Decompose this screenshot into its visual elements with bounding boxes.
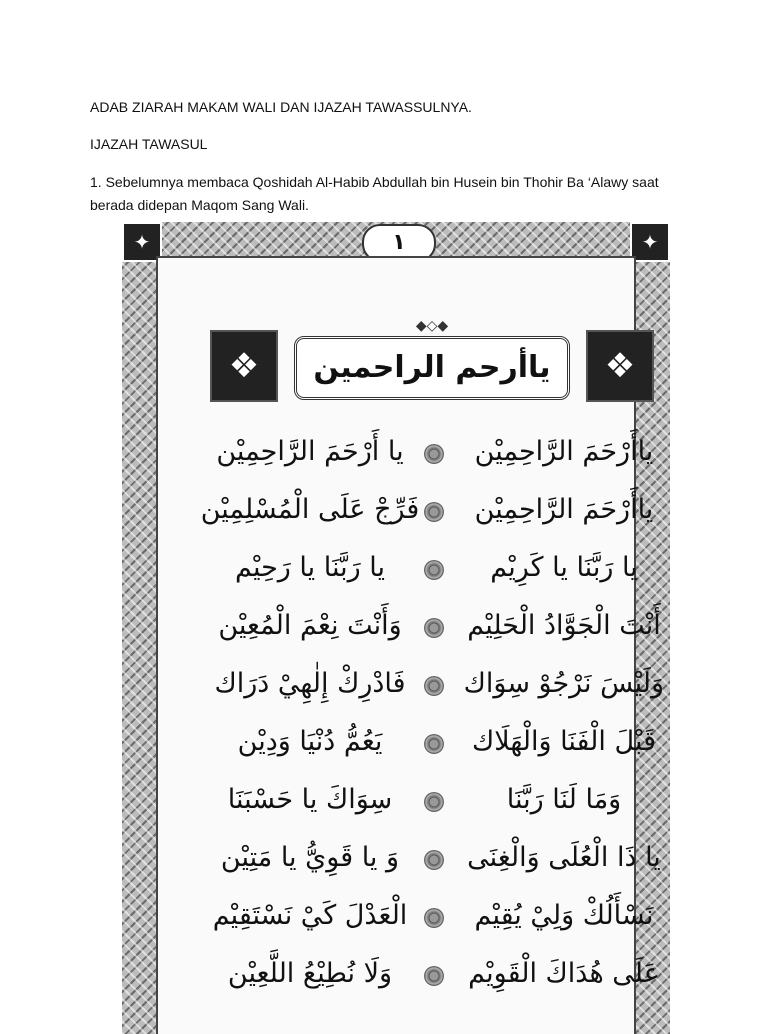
verse-first-half: وَمَا لَنَا رَبَّنَا [506, 784, 622, 815]
verse-separator-icon [424, 618, 444, 638]
corner-ornament-icon [630, 222, 670, 262]
verse-separator-icon [424, 966, 444, 986]
verse-first-half: عَلَى هُدَاكَ الْقَوِيْم [468, 958, 660, 989]
verse-first-half: أَنْتَ الْجَوَّادُ الْحَلِيْم [467, 610, 661, 641]
verse-second-half: وَأَنْتَ نِعْمَ الْمُعِيْن [218, 610, 402, 641]
verse-second-half: وَ يا قَوِيُّ يا مَتِيْن [220, 842, 400, 873]
poem-title: ياأرحم الراحمين [294, 336, 570, 400]
verse-first-half: قَبْلَ الْفَنَا وَالْهَلَاك [471, 726, 656, 757]
verse-second-half: فَرِّجْ عَلَى الْمُسْلِمِيْن [200, 494, 420, 525]
verse-first-half: نَسْأَلُكْ وَلِيْ يُقِيْم [474, 900, 654, 931]
title-band [210, 318, 654, 402]
flourish-icon: ◆◇◆ [415, 318, 449, 334]
verse-first-half: ياأَرْحَمَ الرَّاحِمِيْن [474, 494, 654, 525]
verse-separator-icon [424, 734, 444, 754]
verse-separator-icon [424, 850, 444, 870]
verse-separator-icon [424, 502, 444, 522]
verse-second-half: فَادْرِكْ إِلٰهِيْ دَرَاك [214, 668, 406, 699]
verse-second-half: يا رَبَّنَا يا رَحِيْم [234, 552, 385, 583]
verse-row [196, 484, 668, 542]
document-subheading: IJAZAH TAWASUL [90, 136, 208, 152]
ornate-page-frame [122, 222, 670, 1034]
verse-first-half: يا رَبَّنَا يا كَرِيْم [490, 552, 638, 583]
verse-first-half: وَلَيْسَ نَرْجُوْ سِوَاك [463, 668, 664, 699]
verse-row [196, 426, 668, 484]
verse-row [196, 716, 668, 774]
verse-second-half: وَلَا نُطِيْعُ اللَّعِيْن [227, 958, 393, 989]
page-number: ١ [362, 224, 436, 262]
title-ornament-icon [586, 330, 654, 402]
verse-row [196, 600, 668, 658]
verse-separator-icon [424, 676, 444, 696]
title-ornament-icon [210, 330, 278, 402]
verse-separator-icon [424, 792, 444, 812]
document-paragraph: 1. Sebelumnya membaca Qoshidah Al-Habib Abdullah bin Husein bin Thohir Ba ‘Alawy saat berada didepan Maqom Sang Wali. [90, 174, 659, 213]
verse-second-half: يا أَرْحَمَ الرَّاحِمِيْن [216, 436, 404, 467]
verse-separator-icon [424, 444, 444, 464]
document-heading: ADAB ZIARAH MAKAM WALI DAN IJAZAH TAWASSULNYA. [90, 99, 472, 115]
verse-row [196, 774, 668, 832]
verse-row [196, 832, 668, 890]
verse-row [196, 948, 668, 1006]
verse-second-half: سِوَاكَ يا حَسْبَنَا [227, 784, 393, 815]
ornate-page-content [156, 256, 664, 1034]
verse-second-half: يَعُمُّ دُنْيَا وَدِيْن [237, 726, 383, 757]
verse-first-half: ياأَرْحَمَ الرَّاحِمِيْن [474, 436, 654, 467]
verse-row [196, 890, 668, 948]
verse-list [196, 426, 668, 1006]
verse-row [196, 658, 668, 716]
verse-second-half: الْعَدْلَ كَيْ نَسْتَقِيْم [212, 900, 408, 931]
verse-first-half: يا ذَا الْعُلَى وَالْغِنَى [467, 842, 661, 873]
verse-row [196, 542, 668, 600]
verse-separator-icon [424, 560, 444, 580]
verse-separator-icon [424, 908, 444, 928]
